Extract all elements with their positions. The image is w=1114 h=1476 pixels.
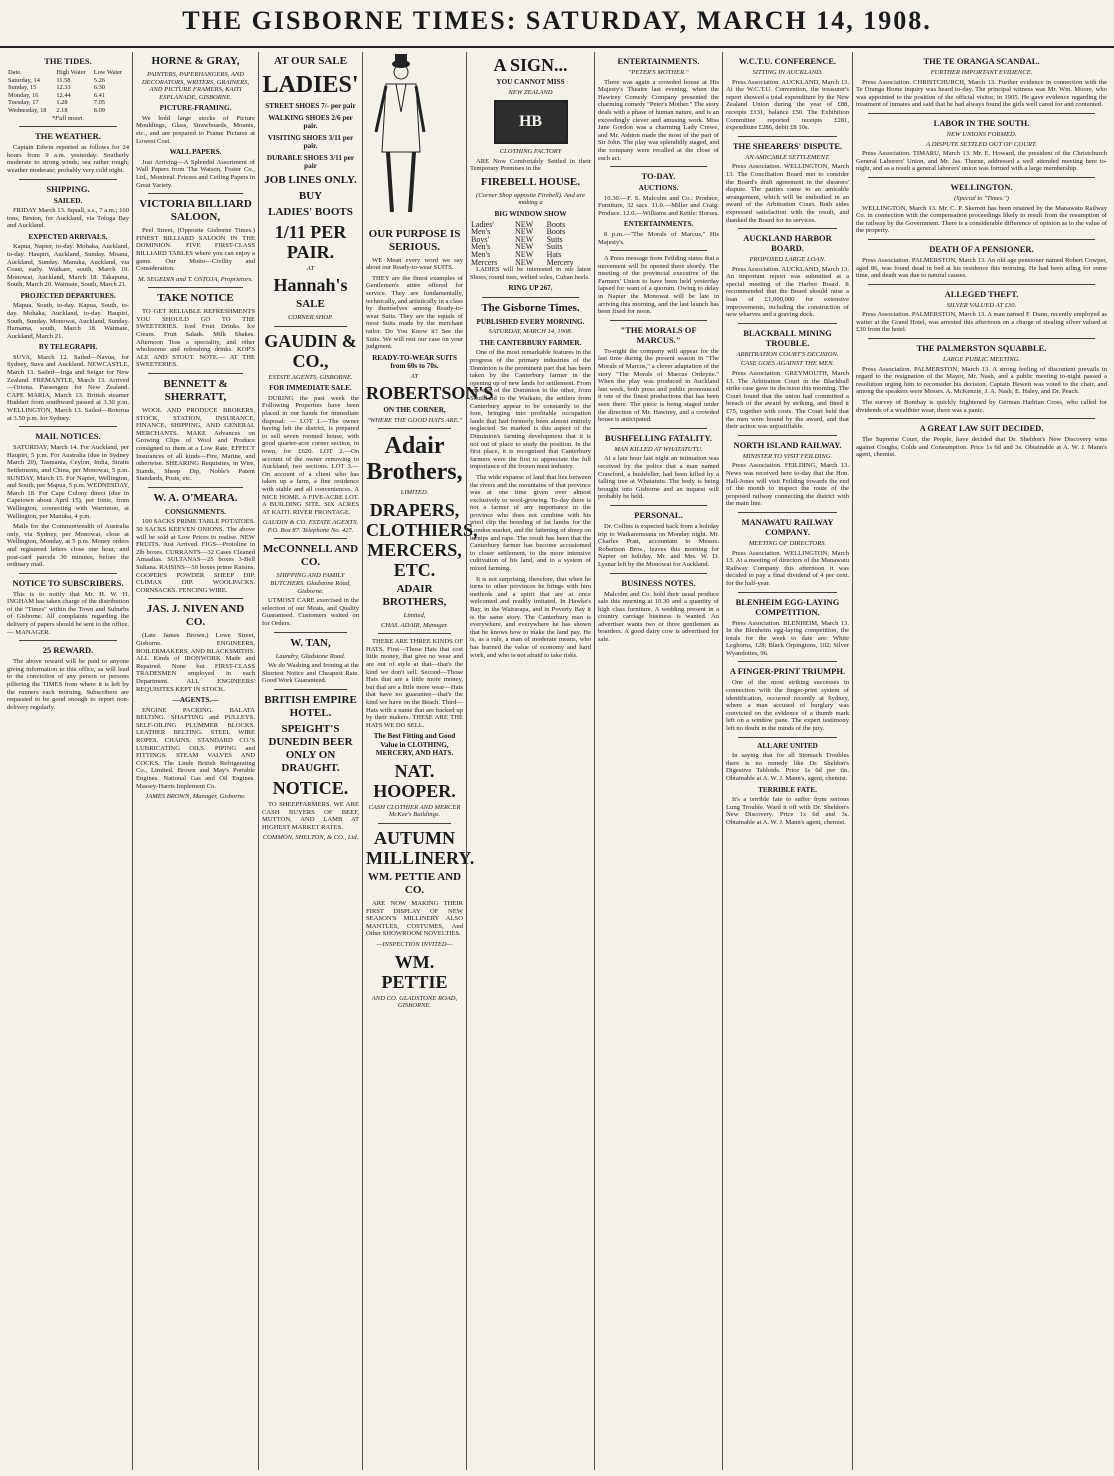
law-suit-text: The Supreme Court, the People, have decided that Dr. Sheldon's New Discovery wins against Coughs, Colds and Consumption. Price 1s 6d and 3s. Obtainable at A. W. J. Mann's agent, chemist. <box>856 436 1107 459</box>
hooper-subheading: CASH CLOTHIER AND MERCER McKee's Buildings. <box>368 803 461 819</box>
divider <box>148 598 243 599</box>
window-show: BIG WINDOW SHOW <box>494 210 567 219</box>
entertainments-heading: ENTERTAINMENTS. <box>617 56 700 66</box>
labor-subheading: NEW UNIONS FORMED. <box>946 130 1017 138</box>
clothing-factory-label: CLOTHING FACTORY <box>499 148 562 156</box>
projected-heading: PROJECTED DEPARTURES. <box>20 291 116 300</box>
gentleman-illustration <box>366 52 436 222</box>
divider <box>378 428 451 429</box>
divider <box>738 737 837 738</box>
omeara-text: 100 SACKS PRIME TABLE POTATOES. 50 SACKS KEEVEN ONIONS. The above will be sold at Low Prices to realise. NEW FRUITS. Just Arrived. FIGS—Protoline in 2lb boxes. CURRANTS—32 Cases Cleaned Amaalias. SULTANAS—25 boxes 3-Bell Sultana. RAISINS—50 boxes prime Raisins. COOPER'S POWDER SHEEP DIP. CLIMAX DIP. WOOLPACKS. CORNSACKS. FENCING WIRE. <box>136 518 255 594</box>
theft-text: Press Association. PALMERSTON, March 13. A man named F. Dunn, recently employed as waiter at the Grand Hotel, was arrested this afternoon on a charge of stealing silver valued at £30 from the hotel. <box>856 311 1107 334</box>
tides-header-row <box>7 69 129 77</box>
editorial-heading: THE CANTERBURY FARMER. <box>479 338 582 347</box>
table-cell: Monday, 16 <box>8 91 39 99</box>
horne-gray-text: PAINTERS, PAPERHANGERS, AND DECORATORS, WRITERS, GRAINERS, AND PICTURE FRAMERS, KAITI ESPLANADE, GISBORNE. <box>141 71 250 101</box>
gaudin-heading: GAUDIN & CO., <box>264 330 357 371</box>
gaudin-text: DURING the past week the Following Properties have been placed in our hands for immediate disposal: — LOT 1.—The owner having left the district, is prepared to sell seven roomed house, with good quarter-acre corner section, in town, for £620. LOT 2.—On account of the owner removing to Auckland, two sections. LOT 3.—On account of a client who has taken up a farm, a fine residence with stable and all conveniences. A NICE HOME. A FIVE-ACRE LOT. A BUILDING SITE. SIX ACRES AT KAITI. RIVER FRONTAGE. <box>262 394 359 516</box>
divider <box>148 373 243 374</box>
table-cell: 11.58 <box>56 76 71 84</box>
adair-limited-footer: Limited, <box>403 612 426 619</box>
expected-heading: EXPECTED ARRIVALS. <box>28 232 108 241</box>
column-2 <box>132 52 258 1470</box>
table-cell: Suits <box>546 242 563 252</box>
job-lines: JOB LINES ONLY. <box>264 173 357 186</box>
mining-subheading: ARBITRATION COURT'S DECISION. <box>736 350 839 358</box>
squabble-text: Press Association. PALMERSTON, March 13. A strong feeling of discontent prevails in regard to the resignation of the Mayor, Mr. Nash, and a public meeting to-night passed a resolution urging him to reconsider his decision. Captain Hewett was voted to the chair, and among the speakers were Messrs. A. McKenzie, J. A. Nash, E. Haley, and Dr. Peach. <box>856 365 1107 396</box>
all-united-text: In saying that for all Stomach Troubles there is no remedy like Dr. Sheldon's Digestive Tabloids. Price 1s 6d per tin. Obtainable at A. W. J. Mann's, agent, chemist. <box>726 752 849 782</box>
auctions-text: 10.30.—F. S. Malcolm and Co.: Produce, Furniture, 32 sacs. 11.0.—Miller and Craig: Produce. 12.0.—Williams and Kettle: Horses. <box>598 194 719 217</box>
divider <box>868 418 1095 419</box>
table-row <box>7 99 129 107</box>
wallpaper-text: Just Arriving—A Splendid Assortment of Wall Papers from The Watson, Foster Co., Ltd., Montreal. Friezes and Ceiling Papers in Great Variety. <box>136 158 255 189</box>
divider <box>610 250 707 251</box>
hb-logo: HB <box>494 100 568 144</box>
table-row <box>470 259 591 267</box>
labor-heading: LABOR IN THE SOUTH. <box>933 117 1030 128</box>
shearers-subheading: AN AMICABLE SETTLEMENT. <box>745 153 830 161</box>
divider <box>378 823 451 824</box>
autumn-millinery: AUTUMN MILLINERY. <box>366 828 475 868</box>
framing-heading: PICTURE-FRAMING. <box>159 104 232 113</box>
marcus-text: To-night the company will appear for the last time during the present season in "The Morals of Marcus," a clever adaptation of the story "The Morals of Marcus Ordeyne." When the play was produced in Auckland last week, both press and public pronounced it one of the finest productions that has been seen there. The piece is being staged under the direction of Mr. Hawtrey, and a crowded house is anticipated. <box>598 347 719 424</box>
we-mean-text: WE Mean every word we say about our Ready-to-wear SUITS. <box>366 256 463 272</box>
tan-text: We do Washing and Ironing at the Shortest Notice and Cheapest Rate. Good Work Guaranteed. <box>262 662 359 685</box>
entertainments-text: There was again a crowded house at His Majesty's Theatre last evening, when the Hawtrey Comedy Company presented the charming comedy "Peter's Mother." The story deals with a phase of human nature, and is an exceedingly clever and amusing work. Miss Jane Gordon was a charming Lady Crewe, and Mr. Ashton made the most of the part of Sir John. The play was splendidly staged, and the company were recalled at the close of each act. <box>598 78 719 162</box>
adair-manager: CHAS. ADAIR, Manager. <box>380 621 449 629</box>
column-7 <box>722 52 852 1470</box>
wctu-heading: W.C.T.U. CONFERENCE. <box>738 56 837 66</box>
table-cell: Tuesday, 17 <box>8 99 39 107</box>
personal-text: Dr. Collins is expected back from a holiday trip to Waikaremoana on Monday night. Mr. Charles Pratt, accountant to Messrs. Robertson Bros., leaves this morning for Napier on holiday. Mr. and Mrs. W. D. Lysnar left by the Monowai for Auckland. <box>598 522 719 568</box>
mail-text-2: Mails for the Commonwealth of Australia only, via Sydney, per Monowai, close at Wellington, Monday, at 5 p.m. Money orders and registered letters close one hour, and post-card parcels 30 minutes, before the ordinary mail. <box>7 523 129 569</box>
sign-heading: A SIGN... <box>493 55 568 75</box>
at-label: AT <box>306 264 315 272</box>
finger-print-heading: A FINGER-PRINT TRIUMPH. <box>729 666 846 677</box>
column-5 <box>466 52 594 1470</box>
table-cell: 12.33 <box>56 84 71 92</box>
adair-heading: Adair Brothers, <box>366 433 463 486</box>
shearers-text: Press Association. WELLINGTON, March 13. The Conciliation Board met to consider the Board's draft agreement in the shearers' dispute. The parties came to an amicable arrangement, which will be embodied in an award of the Arbitration Court. Both sides expressed satisfaction with the result, and thanked the Board for its services. <box>726 163 849 224</box>
notice-heading: NOTICE. <box>272 778 349 798</box>
shoe-line: DURABLE SHOES 3/11 per pair <box>266 153 355 170</box>
entertainments-2-text: 8 p.m.—"The Morals of Marcus," His Majesty's. <box>598 230 719 246</box>
hooper-heading: NAT. HOOPER. <box>373 760 456 801</box>
table-cell: 5.26 <box>93 76 105 84</box>
bennett-text: WOOL AND PRODUCE BROKERS, STOCK, STATION, INSURANCE, FINANCE, SHIPPING, AND GENERAL MERCHANTS. MAKE Advances on Growing Clips of Wool and Produce consigned to them at a Low Rate. EFFECT Insurances of all kinds—Fire, Marine, and otherwise. SHEARING Requisites, in Wire, Stands, Sheep Dip, Noble's Patent Standards, Posts, etc. <box>136 407 255 483</box>
projected-text: Mapua, South, to-day. Kapua, South, to-day. Mohaka, Auckland, to-day. Haupiri, South, Sunday. Monowai, Auckland, Sunday. Hamama, south, March 18. Waimate, Auckland, March 21. <box>7 302 129 340</box>
doings-text: The survey of Bombay is quickly frightened by German Hadrian Cross, who called for dividends of a wealthier wear, there was a panic. <box>856 399 1107 414</box>
divider <box>274 538 347 539</box>
niven-manager: JAMES BROWN, Manager, Gisborne. <box>145 793 246 801</box>
ladies-boots: LADIES' BOOTS <box>268 205 353 218</box>
column-3 <box>258 52 362 1470</box>
purpose-heading: OUR PURPOSE IS SERIOUS. <box>368 227 461 253</box>
telegraph-text: SUVA, March 12. Sailed—Navua, for Sydney, Suva and Auckland. NEWCASTLE, March 13. Sailed—Inga and Seigar for New Zealand. FREMANTLE, March 13. Arrived—Ortona. Passengers for New Zealand. CAPE MARIA, March 13. British steamer Huddart from southward passed at 3.30 p.m. WELLINGTON, March 13. Sailed—Rotorua at 3.50 p.m. for Sydney. <box>7 353 129 422</box>
column-6 <box>594 52 722 1470</box>
divider <box>148 287 243 288</box>
business-heading: BUSINESS NOTES. <box>621 577 696 588</box>
divider <box>610 505 707 506</box>
table-cell: 7.05 <box>93 99 105 107</box>
firebell-heading: FIREBELL HOUSE. <box>480 175 581 188</box>
robertsons-name: ROBERTSON'S <box>366 383 494 404</box>
auctions-heading: AUCTIONS. <box>638 184 679 193</box>
railway-heading: NORTH ISLAND RAILWAY. <box>733 439 842 450</box>
sailed-text: FRIDAY March 13. Squall, s.s., 7 a.m.; 160 tons, Beston, for Auckland, via Tologa Bay and Auckland. <box>7 207 129 230</box>
divider <box>738 228 837 229</box>
theft-subheading: SILVER VALUED AT £30. <box>946 301 1017 309</box>
wellington-heading: WELLINGTON. <box>950 181 1013 192</box>
divider <box>738 323 837 324</box>
table-cell: Ladies' <box>471 219 494 229</box>
firebell-subheading: (Corner Shop opposite Firebell). And are making a <box>476 191 585 207</box>
boots-price: 1/11 PER PAIR. <box>274 221 347 262</box>
mcconnell-text: UTMOST CARE exercised in the selection of our Meats, and Quality Guaranteed. Customers waited on for Orders. <box>262 597 359 628</box>
death-text: Press Association. PALMERSTON, March 13. An old age pensioner named Robert Cowper, aged 86, was found dead in bed at his residence this morning. He had been ailing for some time, and death was due to natural causes. <box>856 256 1107 280</box>
railway-text: Press Association. FEILDING, March 13. News was received here to-day that the Hon. Hall-Jones will visit Feilding towards the end of the month to inspect the route of the proposed railway connecting the district with the main line. <box>726 462 849 508</box>
mail-heading: MAIL NOTICES. <box>35 431 101 442</box>
adair-brothers-footer: ADAIR BROTHERS, <box>382 583 447 608</box>
masthead: THE GISBORNE TIMES: SATURDAY, MARCH 14, 1908. <box>0 6 1114 48</box>
divider <box>738 435 837 436</box>
bushfelling-subheading: MAN KILLED AT WHATATUTU. <box>614 445 703 453</box>
divider <box>19 126 117 127</box>
bushfelling-heading: BUSHFELLING FATALITY. <box>605 432 712 443</box>
table-cell: NEW <box>515 219 534 229</box>
hannahs-name: Hannah's <box>273 275 348 296</box>
wallpaper-heading: WALL PAPERS. <box>169 148 222 157</box>
hotel-heading: BRITISH EMPIRE HOTEL. <box>264 694 357 719</box>
table-cell: Saturday, 14 <box>8 76 40 84</box>
hooper-intro: The Best Fitting and Good Value in CLOTHING, MERCERY, AND HATS. <box>373 732 456 758</box>
pettie-footer-sub: AND CO. GLADSTONE ROAD, GISBORNE. <box>371 994 458 1010</box>
divider <box>148 487 243 488</box>
shoe-line: WALKING SHOES 2/6 per pair. <box>268 113 353 130</box>
take-notice-heading: TAKE NOTICE <box>157 292 234 305</box>
table-cell: 8.09 <box>93 106 105 114</box>
harbour-text: Press Association. AUCKLAND, March 13. An important report was submitted at a special meeting of the Harbor Board. It recommended that the Board should raise a loan of £1,000,000 for extensive improvements, including the construction of new wharves and a graving dock. <box>726 265 849 319</box>
table-row <box>7 92 129 100</box>
pettie-heading: WM. PETTIE AND CO. <box>367 871 462 896</box>
business-text: Malcolm and Co. hold their usual produce sale this morning at 10.30 and a quantity of high class furniture. A wedding present in a country carriage business is wanted. An advertiser wants two or three gentlemen as boarders. A good dairy cow is advertised for sale. <box>598 590 719 644</box>
death-heading: DEATH OF A PENSIONER. <box>929 243 1034 254</box>
egg-laying-heading: BLENHEIM EGG-LAYING COMPETITION. <box>735 596 840 617</box>
divider <box>19 640 117 641</box>
buy-label: BUY <box>298 189 323 202</box>
table-cell: Boots <box>546 227 566 237</box>
divider <box>274 689 347 690</box>
mining-text: Press Association. GREYMOUTH, March 13. The Arbitration Court in the Blackball strike case gave its decision this morning. The Court found that the union had committed a breach of the award by striking, and fined it £75, together with costs. The Court held that the men were bound by the award, and that their action was unjustifiable. <box>726 370 849 431</box>
omeara-heading: W. A. O'MEARA. <box>153 491 238 504</box>
table-cell: Boys' <box>471 234 489 244</box>
reward-text: The above reward will be paid to anyone giving information to this office, as will lead to the conviction of any person or persons pilfering the TIMES from where it is left by the runners each morning. Subscribers are requested to be good enough to report non-delivery regularly. <box>7 658 129 711</box>
wctu-text: Press Association. AUCKLAND, March 13. At the W.C.T.U. Convention, the treasurer's report showed a total expenditure by the New Zealand Union during the year of £88, receipts £131, balance £50. The Exhibition Committee reported receipts £281, expenditure £286, debit £8 10s. <box>726 78 849 132</box>
egg-laying-text: Press Association. BLENHEIM, March 13. In the Blenheim egg-laying competition, the totals for the week to date are: White Leghorns, 128; Black Orpingtons, 102; Silver Wyandottes, 96. <box>726 619 849 657</box>
law-suit-heading: A GREAT LAW SUIT DECIDED. <box>919 423 1044 434</box>
at-label: AT <box>410 372 419 380</box>
wellington-subheading: (Special to "Times.") <box>954 194 1009 202</box>
table-cell: NEW <box>515 242 534 252</box>
table-cell: Men's <box>471 227 491 237</box>
table-row <box>7 77 129 85</box>
table-cell: Sunday, 15 <box>8 84 37 92</box>
personal-heading: PERSONAL. <box>634 509 683 520</box>
mail-text: SATURDAY, March 14. For Auckland, per Haupiri, 5 p.m. For Australia (due in Sydney March 20), Tasmania, Ceylon, India, Straits Settlements, and China, per Monowai, 5 p.m. SUNDAY, March 15. For Napier, Wellington, and South, per Mapua, 5 p.m. WEDNESDAY, March 18. For Cape Colony direct (due in Capetown about April 15), per Ionic, from Wellington, connecting with Warrimoo, at Wellington, per Manuka, 4 p.m. <box>7 444 129 520</box>
ready-to-wear: READY-TO-WEAR SUITS from 60s to 70s. <box>372 353 457 371</box>
shoe-line: STREET SHOES 7/- per pair <box>265 102 356 110</box>
mcconnell-heading: McCONNELL AND CO. <box>262 543 359 569</box>
column-8 <box>852 52 1110 1470</box>
drapers-list: DRAPERS, CLOTHIERS, MERCERS, ETC. <box>366 500 478 580</box>
adair-limited: LIMITED. <box>400 489 429 497</box>
sale-heading: AT OUR SALE <box>274 55 347 67</box>
table-cell: Hats <box>546 249 562 259</box>
tan-subheading: Laundry, Gladstone Road. <box>275 652 346 660</box>
table-cell: 12.44 <box>56 91 71 99</box>
terrible-fate-text: It's a terrible fate to suffer from serious Lung Trouble. Ward it off with Dr. Sheldon's New Discovery. Price 1s 6d and 3s. Obtainable at A. W. J. Mann's agent, chemist. <box>726 796 849 826</box>
wellington-text: WELLINGTON, March 13. Mr. C. P. Skerrett has been retained by the Manawatu Railway Co. in connection with the compensation proceedings likely to result from the resumption of the railway by the Government. There is a considerable difference of opinion as to the value of the property. <box>856 204 1107 235</box>
all-united-heading: ALL ARE UNITED <box>757 741 818 750</box>
table-cell: Mercers <box>471 257 498 267</box>
immediate-sale: FOR IMMEDIATE SALE. <box>269 384 352 393</box>
table-cell: Boots <box>546 219 566 229</box>
framing-text: We hold large stocks of Picture Mouldings, Glass, Strawboards, Mounts, etc., and are prepared to Frame Pictures at Lowest Cost. <box>136 114 255 145</box>
railway-subheading: MINISTER TO VISIT FEILDING. <box>742 452 833 460</box>
table-cell: NEW <box>515 257 534 267</box>
suits-text: THEY are the finest examples of Gentlemen's attire offered for service. They are fundamentally, technically, and artistically in a class by themselves among Ready-to-wear Suits. They are the equals of most Suits made by the merchant tailor. Do You Know it? See the Suits. We will rest our case on your judgment. <box>366 274 463 351</box>
table-cell: 2.18 <box>56 106 68 114</box>
billiard-text: Peel Street, (Opposite Gisborne Times.) FINEST BILLIARD SALOON IN THE DOMINION. FIVE FIRST-CLASS BILLIARD TABLES where you can enjoy a game. Our Motto—Civility and Consideration. <box>136 227 255 273</box>
squabble-heading: THE PALMERSTON SQUABBLE. <box>916 343 1047 354</box>
divider <box>274 632 347 633</box>
divider <box>610 573 707 574</box>
agents-heading: —AGENTS.— <box>172 696 219 705</box>
finger-print-text: One of the most striking successes in connection with the finger-print system of identification, occurred recently at Sydney, where a man accused of burglary was convicted on the evidence of a thumb mark left on a window pane. The expert testimony left no doubt in the minds of the jury. <box>726 679 849 733</box>
table-header: Date. <box>8 69 22 76</box>
niven-heading: JAS. J. NIVEN AND CO. <box>146 603 245 629</box>
table-header: High Water <box>56 69 86 76</box>
divider <box>868 177 1095 178</box>
manawatu-text: Press Association. WELLINGTON, March 13. At a meeting of directors of the Manawatu Railway Company this afternoon it was decided to pay a final dividend of 4 per cent. for the half-year. <box>726 549 849 587</box>
table-cell: NEW <box>515 227 534 237</box>
oranga-heading: THE TE ORANGA SCANDAL. <box>923 56 1040 66</box>
divider <box>274 326 347 327</box>
mcconnell-subheading: SHIPPING AND FAMILY BUTCHERS. Gladstone Road, Gisborne. <box>270 572 351 595</box>
take-notice-text: TO GET RELIABLE REFRESHMENTS YOU SHOULD GO TO THE SWEETERIES. Iced Fruit Drinks. Ice Cream. Fruit Salads. Milk Shakes. Afternoon Teas a speciality, and other wholesome and refreshing drinks. KOP'S ALE AND STOUT. NOTE.— AT THE SWEETERIES. <box>136 308 255 369</box>
manawatu-heading: MANAWATU RAILWAY COMPANY. <box>741 516 834 537</box>
bushfelling-text: At a late hour last night an intimation was received by the police that a man named Crawford, a bushfeller, had been killed by a falling tree at Whatatutu. The body is being brought into Gisborne and an inquest will probably be held. <box>598 455 719 501</box>
divider <box>868 113 1095 114</box>
table-cell: Mercery <box>546 257 574 267</box>
omeara-subheading: CONSIGNMENTS. <box>165 507 226 516</box>
tides-note: *Full moon. <box>51 114 85 122</box>
tides-table <box>7 69 129 115</box>
gaudin-subheading: ESTATE AGENTS, GISBORNE. <box>268 373 353 381</box>
reward-heading: 25 REWARD. <box>42 645 94 656</box>
ladies-shoes-text: LADIES will be interested in our latest Shoes, round toes, welted soles, Cuban heels. <box>470 266 591 281</box>
today-heading: TO-DAY. <box>641 171 676 182</box>
sailed-heading: SAILED. <box>53 196 83 205</box>
weather-heading: THE WEATHER. <box>35 131 101 142</box>
mining-subheading-2: CASE GOES AGAINST THE MEN. <box>740 360 835 368</box>
oranga-text: Press Association. CHRISTCHURCH, March 13. Further evidence in connection with the Te Oranga Home inquiry was heard to-day. The principal witness was Mr. Wm. Moore, who was appointed to the position of the official visitor, in 1905. He gave evidence regarding the treatment of inmates and said that he had always found the girls well cared for and contented. <box>856 78 1107 109</box>
expected-text: Kapua, Napier, to-day. Mohaka, Auckland, to-day. Haupiri, Auckland, Sunday. Moana, Auckland, Sunday. Manuka, Auckland, via Coast, early. Waikare, south, March 19. Monowai, Auckland, March 18. Takapuna, South, March 20. Waimate, South, March 21. <box>7 243 129 289</box>
wctu-subheading: SITTING IN AUCKLAND. <box>752 69 823 76</box>
divider <box>19 573 117 574</box>
new-goods-table <box>470 221 591 267</box>
table-row <box>7 107 129 115</box>
harbour-heading: AUCKLAND HARBOR BOARD. <box>743 233 832 254</box>
table-cell: Men's <box>471 249 491 259</box>
divider <box>148 193 243 194</box>
pettie-text: ARE NOW MAKING THEIR FIRST DISPLAY OF NEW SEASON'S MILLINERY ALSO MANTLES, COSTUMES, And Other SHOWROOM NOVELTIES. <box>366 900 463 938</box>
theft-heading: ALLEGED THEFT. <box>944 288 1019 299</box>
marcus-heading: "THE MORALS OF MARCUS." <box>620 324 697 345</box>
horne-gray-heading: HORNE & GRAY, <box>151 55 240 67</box>
hats-text: THERE ARE THREE KINDS OF HATS. First—Those Hats that cost little money, that give no wear and are out of style at that—that's the kind we don't sell. Second—Those Hats that are a little more money, but that are a little more wear—Hats that have no guarantee—that's the kind we have on the Beach. Third—Hats with a name that are backed up by their makers. THESE ARE THE HATS WE DO SELL. <box>366 638 463 729</box>
published-line: PUBLISHED EVERY MORNING. <box>476 317 585 326</box>
firebell-intro: ARE Now Comfortably Settled in their Temporary Premises in the <box>470 157 591 173</box>
divider <box>738 592 837 593</box>
table-cell: Wednesday, 18 <box>8 106 47 114</box>
divider <box>868 284 1095 285</box>
ring-up: RING UP 267. <box>508 284 553 293</box>
table-cell: 1.28 <box>56 99 68 107</box>
divider <box>378 633 451 634</box>
divider <box>610 320 707 321</box>
labor-text: Press Association. TIMARU, March 13. Mr. E. Howard, the president of the Christchurch General Laborers' Union, and Mr. Jas. Thorne, addressed a well attended meeting here to-night, and as a result a general laborers' union was formed with a large membership. <box>856 150 1107 173</box>
harbour-subheading: PROPOSED LARGE LOAN. <box>749 256 826 264</box>
squabble-subheading: LARGE PUBLIC MEETING. <box>942 356 1021 364</box>
terrible-fate-heading: TERRIBLE FATE. <box>758 785 817 794</box>
issue-date: SATURDAY, MARCH 14, 1908. <box>488 328 573 336</box>
tan-heading: W. TAN, <box>290 636 331 649</box>
table-cell: NEW <box>515 234 534 244</box>
table-row <box>7 84 129 92</box>
editorial-text: One of the most remarkable features in the progress of the primary industries of the Dominion is the prominent part that has been taken by the Canterbury farmer in the opening up of new lands for settlement. From one end of the Dominion to the other, from Southland to the Waikato, the settlers from Canterbury appear to be constantly to the fore, bringing into profitable occupation lands that had formerly been almost entirely neglected. So marked is this aspect of the Dominion's farming development that it is not out of place to study the position. In the first place, it is recognised that Canterbury farmers were the first to appreciate the full importance of the frozen meat industry. <box>470 349 591 471</box>
shearers-heading: THE SHEARERS' DISPUTE. <box>732 140 843 151</box>
niven-text: (Late James Brown.) Lowe Street, Gisborne. ENGINEERS, BOILERMAKERS, AND BLACKSMITHS. ALL Kinds of IRONWORK Made and Repaired. None but FIRST-CLASS TRADESMEN employed in each Department. ALL ENGINEERS' REQUISITES KEPT IN STOCK. <box>136 632 255 693</box>
times-heading: The Gisborne Times. <box>481 301 580 314</box>
ladies-heading: LADIES' <box>262 72 359 98</box>
speights-ad: SPEIGHT'S DUNEDIN BEER ONLY ON DRAUGHT. <box>268 723 353 774</box>
inspection-invited: —INSPECTION INVITED— <box>376 940 453 948</box>
divider <box>482 297 579 298</box>
editorial-text-2: The wide expanse of land that lies between the rivers and the mountains of that province was at one time given over almost exclusively to wool-growing. To-day there is not a farmer of any importance in the province who does not combine with his wool clip the breeding of fat lambs for the London market, and the fattening of sheep on turnips and rape. The result has been that the Canterbury farmer has become accustomed to closer settlement, to the more intensive cultivation of his land, and to a system of mixed farming. <box>470 473 591 573</box>
news-text: A Press message from Feilding states that a movement will be opened there shortly. The meeting of the provincial executive of the Farmers' Union to have been held yesterday lapsed for want of a quorum. Owing to delay in Napier the Monowai will be late in arriving this morning, and the last launch has been fixed for noon. <box>598 255 719 316</box>
divider <box>19 426 117 427</box>
corner-shop: CORNER SHOP. <box>288 314 333 322</box>
divider <box>868 338 1095 339</box>
sale-label: SALE <box>296 298 325 311</box>
new-zealand-label: NEW ZEALAND <box>508 88 553 96</box>
table-cell: 6.41 <box>93 91 105 99</box>
labor-subheading-2: A DISPUTE SETTLED OUT OF COURT. <box>926 140 1037 148</box>
table-cell: 6.30 <box>93 84 105 92</box>
on-the-corner: ON THE CORNER, <box>383 406 446 415</box>
divider <box>868 239 1095 240</box>
billiard-heading: VICTORIA BILLIARD SALOON, <box>139 198 252 224</box>
editorial-text-3: It is not surprising, therefore, that when he turns to other provinces he brings with him methods and a spirit that are at once welcomed and readily imitated. In Hawke's Bay, in the Wairarapa, and in Poverty Bay it is the same story. The Canterbury man is everywhere, and everywhere he has shown that he knows how to make the land pay. He is, as a rule, a man of moderate means, who has learned the value of economy and hard work, and who is not afraid to take risks. <box>470 575 591 659</box>
divider <box>19 179 117 180</box>
subscribers-heading: NOTICE TO SUBSCRIBERS. <box>12 577 124 588</box>
divider <box>738 512 837 513</box>
weather-text: Captain Edwin reported as follows for 24 hours from 9 a.m. yesterday: Southerly moderate to strong winds; sea rather rough; weather moderate; probably very cold night. <box>7 144 129 174</box>
entertainments-2-heading: ENTERTAINMENTS. <box>623 220 694 229</box>
divider <box>738 661 837 662</box>
divider <box>738 136 837 137</box>
telegraph-heading: BY TELEGRAPH. <box>38 343 98 352</box>
table-cell: Suits <box>546 234 563 244</box>
cannot-miss: YOU CANNOT MISS <box>496 78 565 86</box>
agents-text: ENGINE PACKING. BALATA BELTING. SHAFTING and PULLEYS. SELF-OILING PLUMMER BLOCKS. LEATHER BELTING. STEEL WIRE ROPES. CHAINS. STANDARD CO.'S LUBRICATING OILS. PIPING and FITTINGS. STEAM VALVES AND COCKS. The Linde British Refrigerating Co., Limited. Brown and May's Portable Engines. National Gas and Oil Engines. Massey-Harris Implement Co. <box>136 706 255 790</box>
shelton-signature: COMMON, SHELTON, & CO., Ltd. <box>262 834 359 842</box>
entertainments-subheading: "PETER'S MOTHER." <box>628 69 689 76</box>
manawatu-subheading: MEETING OF DIRECTORS. <box>748 539 827 547</box>
oranga-subheading: FURTHER IMPORTANT EVIDENCE. <box>930 69 1033 76</box>
billiard-proprietors: M. SEGEDIN and T. OSTOJA, Proprietors. <box>138 275 253 283</box>
bennett-heading: BENNETT & SHERRATT, <box>163 378 228 404</box>
divider <box>610 166 707 167</box>
shoe-line: VISITING SHOES 3/11 per pair. <box>267 133 354 150</box>
table-header: Low Water <box>93 69 123 76</box>
sheepfarmers-text: TO SHEEPFARMERS. WE ARE CASH BUYERS OF BEEF, MUTTON, AND LAMB AT HIGHEST MARKET RATES. <box>262 801 359 831</box>
gaudin-signature: GAUDIN & CO. ESTATE AGENTS. P.O. Box 87. Telephone No. 427. <box>262 519 359 534</box>
mining-heading: BLACKBALL MINING TROUBLE. <box>743 327 832 348</box>
column-1 <box>4 52 132 1470</box>
pettie-footer: WM. PETTIE <box>381 951 448 992</box>
divider <box>610 428 707 429</box>
shipping-heading: SHIPPING. <box>46 183 90 194</box>
tides-heading: THE TIDES. <box>44 56 92 66</box>
table-cell: Men's <box>471 242 491 252</box>
table-cell: NEW <box>515 249 534 259</box>
subscribers-text: This is to notify that Mr. H. W. H. INGHAM has taken charge of the distribution of the "Times" within the Town and Suburbs of Gisborne. All complaints regarding the delivery of papers should be sent to the office. — MANAGER. <box>7 590 130 636</box>
good-hats-slogan: "WHERE THE GOOD HATS ARE." <box>366 416 463 424</box>
